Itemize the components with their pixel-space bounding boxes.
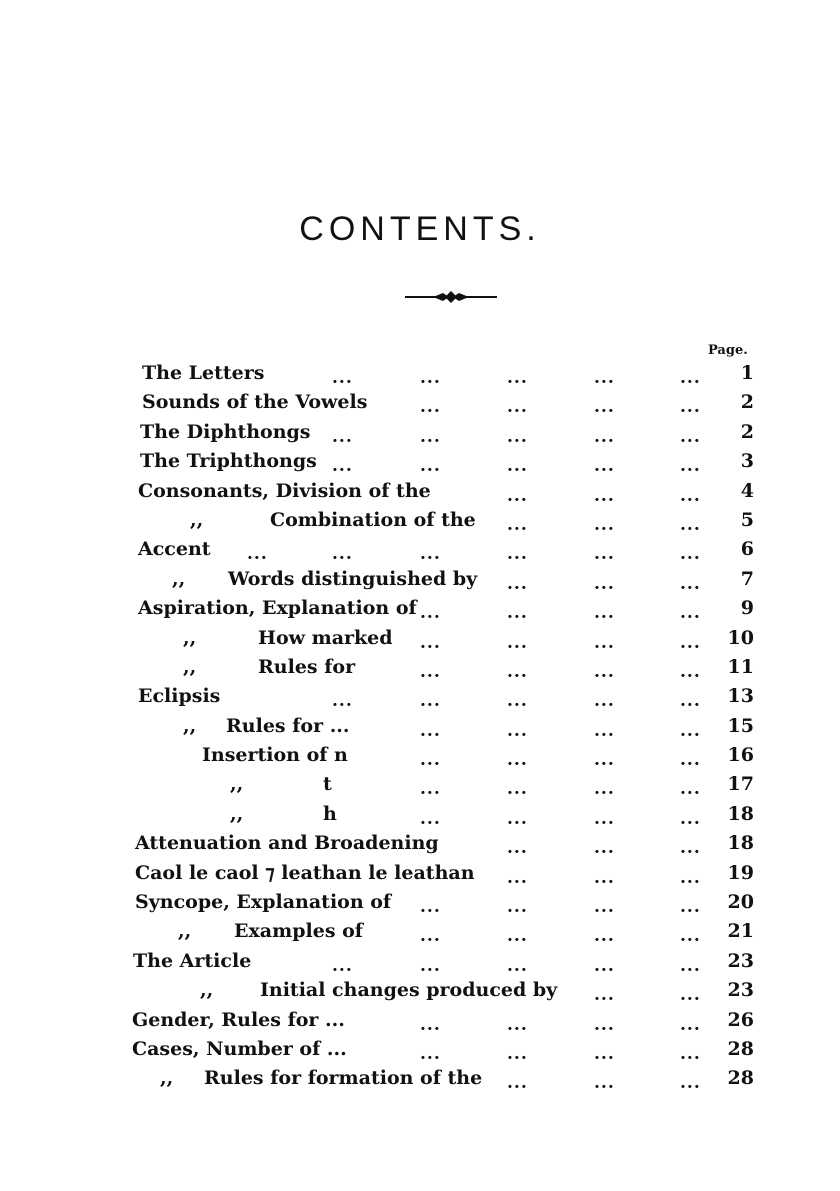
toc-entry: Accent ... ... ... ... ... ... 6 xyxy=(138,538,754,565)
toc-entry-label: Aspiration, Explanation of xyxy=(138,597,417,620)
toc-entry-label: ,, xyxy=(230,773,244,796)
toc-entry: ,, Words distinguished by ... ... ... 7 xyxy=(172,567,754,594)
toc-entry: The Triphthongs ... ... ... ... ... 3 xyxy=(140,450,754,477)
toc-entry-page-number: 2 xyxy=(740,420,754,443)
toc-entry-page-number: 23 xyxy=(727,949,754,972)
toc-entry-label: ,, xyxy=(183,714,197,737)
toc-entry-label: ,, xyxy=(183,626,197,649)
toc-entry-page-number: 23 xyxy=(727,979,754,1002)
toc-entry-label: Gender, Rules for ... xyxy=(132,1008,345,1031)
toc-entry-page-number: 15 xyxy=(727,714,754,737)
toc-entry: Gender, Rules for ... ... ... ... ... 26 xyxy=(132,1008,754,1035)
toc-entry-label: The Triphthongs xyxy=(140,450,317,473)
toc-entry: Aspiration, Explanation of ... ... ... ... 9 xyxy=(138,597,754,624)
toc-entry: ,, Rules for ... ... ... ... 11 xyxy=(183,655,754,682)
toc-entry-label: Accent xyxy=(138,538,211,561)
toc-entry-sublabel: Combination of the xyxy=(270,508,476,531)
toc-entry-sublabel: How marked xyxy=(258,626,393,649)
toc-entry-label: The Diphthongs xyxy=(140,420,311,443)
toc-entry: Sounds of the Vowels ... ... ... ... 2 xyxy=(142,391,754,418)
toc-entry: Cases, Number of ... ... ... ... ... 28 xyxy=(132,1037,754,1064)
toc-entry: Syncope, Explanation of ... ... ... ... 20 xyxy=(135,891,754,918)
toc-entry-sublabel: Rules for xyxy=(258,655,356,678)
toc-entry-label: ,, xyxy=(172,567,186,590)
toc-entry-page-number: 26 xyxy=(727,1008,754,1031)
toc-entry: ,, Combination of the ... ... ... 5 xyxy=(190,508,754,535)
toc-entry: Attenuation and Broadening ... ... ... 18 xyxy=(135,832,754,859)
toc-entry-page-number: 19 xyxy=(727,861,754,884)
toc-entry: ,, t ... ... ... ... 17 xyxy=(230,773,754,800)
toc-entry-label: Consonants, Division of the xyxy=(138,479,431,502)
toc-entry-page-number: 1 xyxy=(740,362,754,384)
toc-entry: ,, Rules for ... ... ... ... ... 15 xyxy=(183,714,754,741)
toc-entry-label: ,, xyxy=(183,655,197,678)
toc-entry: Insertion of n ... ... ... ... 16 xyxy=(202,744,754,771)
toc-entry-sublabel: t xyxy=(323,773,332,796)
toc-entry-label: Attenuation and Broadening xyxy=(135,832,439,855)
table-of-contents xyxy=(0,362,840,1097)
toc-entry: Caol le caol ⁊ leathan le leathan ... ... ... 19 xyxy=(135,861,754,888)
toc-entry-page-number: 20 xyxy=(727,891,754,914)
toc-entry: ,, How marked ... ... ... ... 10 xyxy=(183,626,754,653)
toc-entry: The Diphthongs ... ... ... ... ... 2 xyxy=(140,420,754,447)
toc-entry-page-number: 18 xyxy=(727,802,754,825)
toc-entry-page-number: 2 xyxy=(740,391,754,414)
toc-entry-page-number: 7 xyxy=(740,567,754,590)
toc-entry-page-number: 16 xyxy=(727,744,754,767)
toc-entry-label: ,, xyxy=(230,802,244,825)
toc-entry-page-number: 9 xyxy=(740,597,754,620)
toc-entry: Eclipsis ... ... ... ... ... 13 xyxy=(138,685,754,712)
toc-entry-sublabel: Words distinguished by xyxy=(228,567,478,590)
toc-entry-page-number: 5 xyxy=(740,508,754,531)
toc-entry: The Article ... ... ... ... ... 23 xyxy=(133,949,754,976)
toc-entry-sublabel: Rules for formation of the xyxy=(204,1067,483,1090)
toc-entry-page-number: 6 xyxy=(740,538,754,561)
toc-entry-page-number: 3 xyxy=(740,450,754,473)
toc-entry-sublabel: h xyxy=(323,802,337,825)
toc-entry-page-number: 10 xyxy=(727,626,754,649)
toc-entry-page-number: 21 xyxy=(727,920,754,943)
toc-entry-label: Syncope, Explanation of xyxy=(135,891,392,914)
toc-entry-sublabel: Rules for ... xyxy=(226,714,350,737)
toc-entry-label: Caol le caol ⁊ leathan le leathan xyxy=(135,861,475,884)
toc-entry-page-number: 4 xyxy=(740,479,754,502)
toc-entry-page-number: 17 xyxy=(727,773,754,796)
toc-entry-label: The Article xyxy=(133,949,252,972)
toc-entry-page-number: 13 xyxy=(727,685,754,708)
toc-entry-label: Insertion of n xyxy=(202,744,348,767)
toc-entry: ,, h ... ... ... ... 18 xyxy=(230,802,754,829)
toc-entry: ,, Rules for formation of the ... ... ... 28 xyxy=(160,1067,754,1094)
toc-entry-label: ,, xyxy=(160,1067,174,1090)
toc-entry: The Letters ... ... ... ... ... 1 xyxy=(142,362,754,388)
toc-entry: ,, Examples of ... ... ... ... 21 xyxy=(178,920,754,947)
toc-entry-sublabel: Initial changes produced by xyxy=(260,979,558,1002)
page-column-header: Page. xyxy=(708,343,748,358)
toc-entry-label: Cases, Number of ... xyxy=(132,1037,347,1060)
toc-entry-label: The Letters xyxy=(142,362,265,384)
toc-entry-label: ,, xyxy=(200,979,214,1002)
toc-entry: Consonants, Division of the ... ... ... 4 xyxy=(138,479,754,506)
toc-entry-sublabel: Examples of xyxy=(234,920,363,943)
toc-entry-page-number: 28 xyxy=(727,1067,754,1090)
ornament-divider xyxy=(405,290,497,304)
toc-entry-label: Sounds of the Vowels xyxy=(142,391,368,414)
toc-entry-label: ,, xyxy=(178,920,192,943)
toc-entry-page-number: 28 xyxy=(727,1037,754,1060)
page-title: CONTENTS. xyxy=(299,210,541,248)
toc-entry-label: ,, xyxy=(190,508,204,531)
toc-entry-page-number: 18 xyxy=(727,832,754,855)
toc-entry-label: Eclipsis xyxy=(138,685,221,708)
toc-entry-page-number: 11 xyxy=(727,655,754,678)
toc-entry: ,, Initial changes produced by ... ... 23 xyxy=(200,979,754,1006)
